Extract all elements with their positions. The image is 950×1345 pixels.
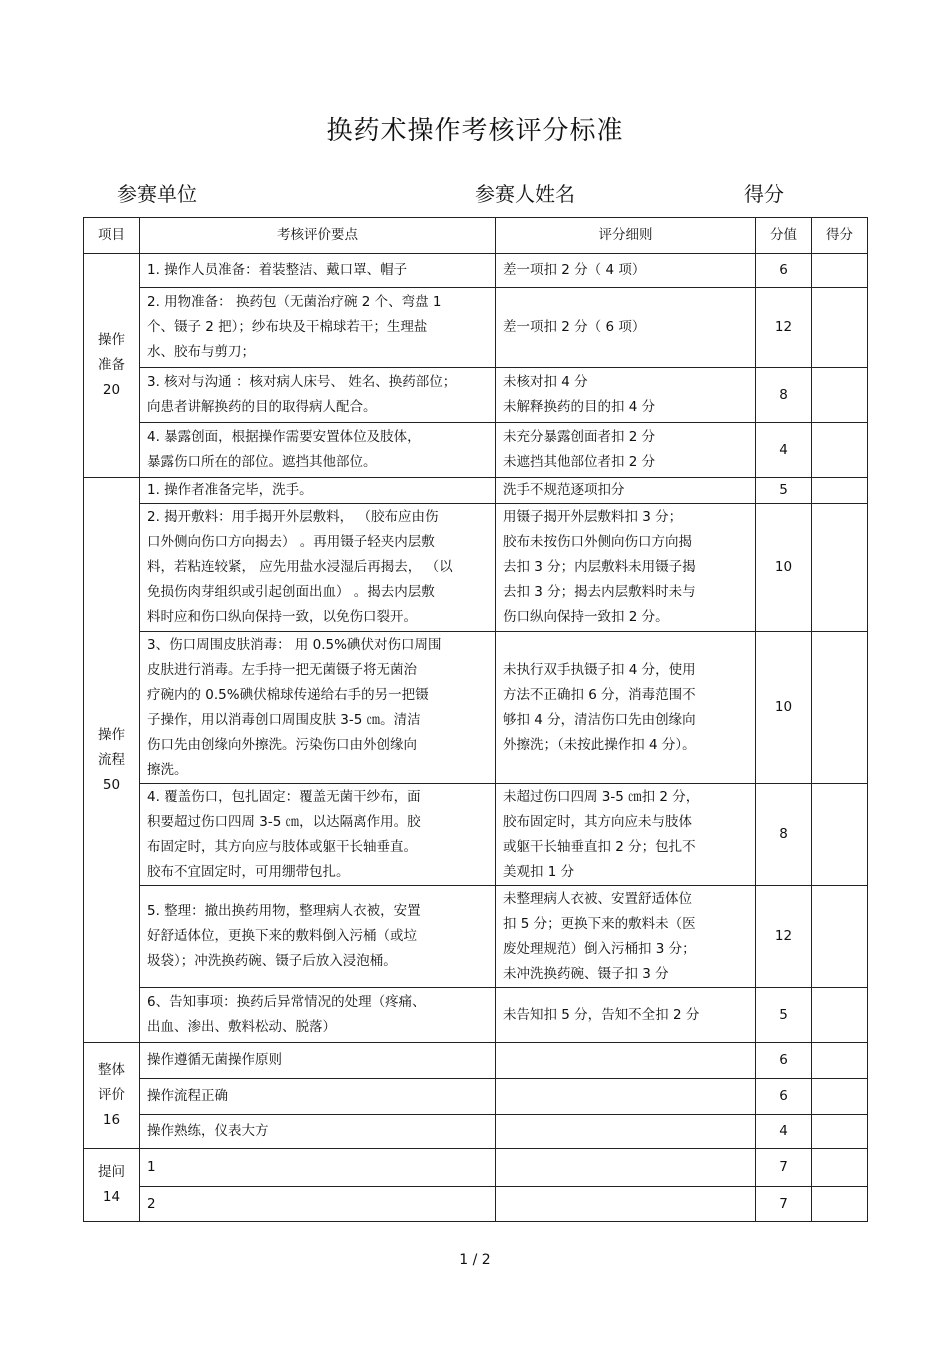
rule-cell: 未超过伤口四周 3-5 ㎝扣 2 分， 胶布固定时，其方向应未与肢体 或躯干长轴垂直扣 2 分；包扎不 美观扣 1 分 [496,784,756,886]
value-cell: 5 [756,478,812,504]
point-cell: 操作熟练，仪表大方 [140,1115,496,1149]
value-cell: 7 [756,1149,812,1187]
table-row [84,254,868,288]
column-header-value: 分值 [756,218,812,254]
score-input-cell[interactable] [812,1149,868,1187]
value-cell: 10 [756,632,812,784]
value-cell: 4 [756,1115,812,1149]
point-cell: 操作流程正确 [140,1079,496,1115]
rule-cell: 洗手不规范逐项扣分 [496,478,756,504]
table-row [84,423,868,478]
rule-cell: 未充分暴露创面者扣 2 分 未遮挡其他部位者扣 2 分 [496,423,756,478]
score-input-cell[interactable] [812,478,868,504]
point-cell: 5. 整理：撤出换药用物，整理病人衣被，安置 好舒适体位，更换下来的敷料倒入污桶（或垃 圾袋）；冲洗换药碗、镊子后放入浸泡桶。 [140,886,496,988]
score-input-cell[interactable] [812,368,868,423]
score-input-cell[interactable] [812,254,868,288]
value-cell: 6 [756,1043,812,1079]
table-row [84,478,868,504]
scoring-table [83,217,868,1222]
rule-cell [496,1115,756,1149]
column-header-rule: 评分细则 [496,218,756,254]
rule-cell: 未整理病人衣被、安置舒适体位 扣 5 分；更换下来的敷料未（医 废处理规范）倒入污桶扣 3 分； 未冲洗换药碗、镊子扣 3 分 [496,886,756,988]
participant-unit-label: 参赛单位 [117,182,197,206]
table-row [84,1079,868,1115]
rule-cell [496,1079,756,1115]
point-cell: 2. 揭开敷料：用手揭开外层敷料， （胶布应由伤 口外侧向伤口方向揭去） 。再用镊子轻夹内层敷 料，若粘连较紧， 应先用盐水浸湿后再揭去， （以 免损伤肉芽组织或引起创面出血） 。揭去内层敷 料时应和伤口纵向保持一致，以免伤口裂开。 [140,504,496,632]
score-input-cell[interactable] [812,288,868,368]
table-row [84,886,868,988]
value-cell: 10 [756,504,812,632]
participant-name-label: 参赛人姓名 [475,182,575,206]
rule-cell: 未核对扣 4 分 未解释换药的目的扣 4 分 [496,368,756,423]
table-row [84,1043,868,1079]
table-row [84,1149,868,1187]
point-cell: 操作遵循无菌操作原则 [140,1043,496,1079]
value-cell: 8 [756,784,812,886]
table-row [84,368,868,423]
point-cell: 2. 用物准备： 换药包（无菌治疗碗 2 个、弯盘 1 个、镊子 2 把）；纱布块及干棉球若干；生理盐 水、胶布与剪刀； [140,288,496,368]
total-score-label: 得分 [744,182,784,206]
category-cell: 整体 评价 16 [84,1043,140,1149]
score-input-cell[interactable] [812,988,868,1043]
point-cell: 1. 操作者准备完毕，洗手。 [140,478,496,504]
page-indicator: 1 / 2 [459,1252,491,1268]
value-cell: 12 [756,288,812,368]
value-cell: 6 [756,254,812,288]
point-cell: 4. 覆盖伤口，包扎固定：覆盖无菌干纱布，面 积要超过伤口四周 3-5 ㎝，以达隔离作用。胶 布固定时，其方向应与肢体或躯干长轴垂直。 胶布不宜固定时，可用绷带包扎。 [140,784,496,886]
table-row [84,632,868,784]
rule-cell: 未告知扣 5 分，告知不全扣 2 分 [496,988,756,1043]
table-header-row [84,218,868,254]
value-cell: 4 [756,423,812,478]
score-input-cell[interactable] [812,504,868,632]
category-cell: 操作 流程 50 [84,478,140,1043]
rule-cell [496,1149,756,1187]
score-input-cell[interactable] [812,886,868,988]
table-row [84,288,868,368]
point-cell: 1. 操作人员准备：着装整洁、戴口罩、帽子 [140,254,496,288]
column-header-score: 得分 [812,218,868,254]
rule-cell: 差一项扣 2 分（ 4 项） [496,254,756,288]
table-row [84,1115,868,1149]
rule-cell: 差一项扣 2 分（ 6 项） [496,288,756,368]
page-title: 换药术操作考核评分标准 [326,116,624,146]
point-cell: 6、告知事项：换药后异常情况的处理（疼痛、 出血、渗出、敷料松动、脱落） [140,988,496,1043]
value-cell: 7 [756,1187,812,1222]
point-cell: 4. 暴露创面，根据操作需要安置体位及肢体， 暴露伤口所在的部位。遮挡其他部位。 [140,423,496,478]
score-input-cell[interactable] [812,1079,868,1115]
rule-cell [496,1043,756,1079]
column-header-item: 项目 [84,218,140,254]
category-cell: 操作 准备 20 [84,254,140,478]
table-row [84,504,868,632]
rule-cell: 未执行双手执镊子扣 4 分，使用 方法不正确扣 6 分，消毒范围不 够扣 4 分，清洁伤口先由创缘向 外擦洗；（未按此操作扣 4 分）。 [496,632,756,784]
score-input-cell[interactable] [812,1187,868,1222]
value-cell: 8 [756,368,812,423]
rule-cell [496,1187,756,1222]
table-row [84,988,868,1043]
point-cell: 3、伤口周围皮肤消毒： 用 0.5%碘伏对伤口周围 皮肤进行消毒。左手持一把无菌镊子将无菌治 疗碗内的 0.5%碘伏棉球传递给右手的另一把镊 子操作，用以消毒创口周围皮肤 3-5 ㎝。清洁 伤口先由创缘向外擦洗。污染伤口由外创缘向 擦洗。 [140,632,496,784]
category-cell: 提问 14 [84,1149,140,1222]
value-cell: 12 [756,886,812,988]
rule-cell: 用镊子揭开外层敷料扣 3 分； 胶布未按伤口外侧向伤口方向揭 去扣 3 分；内层敷料未用镊子揭 去扣 3 分；揭去内层敷料时未与 伤口纵向保持一致扣 2 分。 [496,504,756,632]
score-input-cell[interactable] [812,1043,868,1079]
point-cell: 3. 核对与沟通 ：核对病人床号、 姓名、换药部位； 向患者讲解换药的目的取得病人配合。 [140,368,496,423]
score-input-cell[interactable] [812,632,868,784]
score-input-cell[interactable] [812,1115,868,1149]
table-row [84,1187,868,1222]
point-cell: 1 [140,1149,496,1187]
column-header-point: 考核评价要点 [140,218,496,254]
point-cell: 2 [140,1187,496,1222]
value-cell: 5 [756,988,812,1043]
score-input-cell[interactable] [812,423,868,478]
score-input-cell[interactable] [812,784,868,886]
table-row [84,784,868,886]
value-cell: 6 [756,1079,812,1115]
